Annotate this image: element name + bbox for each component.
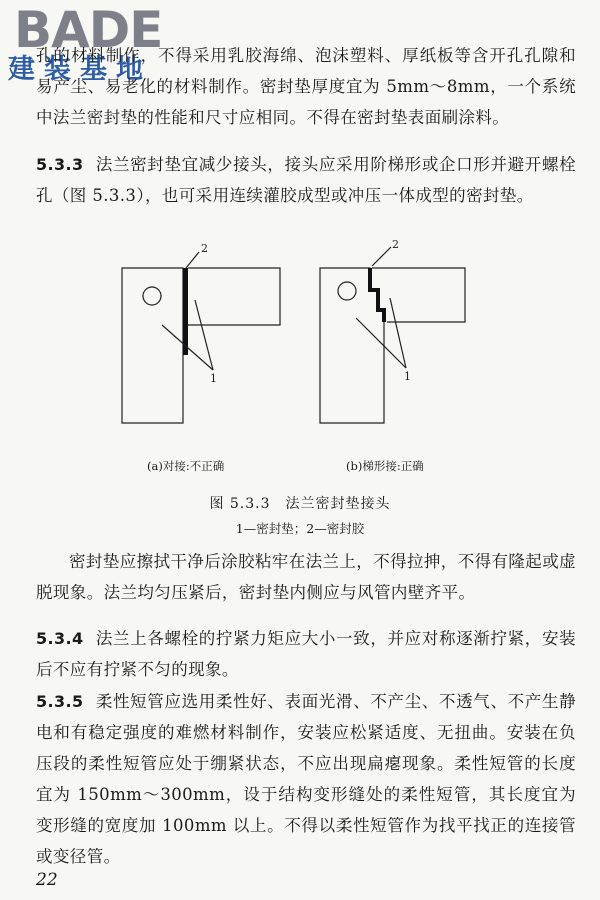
section-text: 柔性短管应选用柔性好、表面光滑、不产尘、不透气、不产生静电和有稳定强度的难燃材料制作，安装应松紧适度、无扭曲。安装在负压段的柔性短管应处于绷紧状态，不应出现扁瘪现象。柔性短管的长度宜为 150mm～300mm，设于结构变形缝处的柔性短管，其长度宜为变形缝的宽度加 100mm 以上。不得以柔性短管作为找平找正的连接管或变径管。	[36, 692, 576, 866]
diagram-butt-joint	[122, 252, 280, 423]
callout-1b: 1	[404, 370, 411, 383]
leader-2b	[372, 247, 391, 266]
gasket-seam-a	[183, 268, 188, 355]
logo-text: BADE	[14, 1, 163, 59]
leader-1a-2	[195, 300, 213, 370]
callout-1a: 1	[210, 372, 217, 385]
bolt-hole-a	[143, 287, 161, 305]
bolt-hole-b	[338, 282, 356, 300]
diagram-stepped-joint	[320, 247, 465, 423]
flange-vertical-a	[122, 268, 183, 423]
leader-1b-1	[356, 318, 406, 368]
paragraph-gasket-install: 密封垫应擦拭干净后涂胶粘牢在法兰上，不得拉抻，不得有隆起或虚脱现象。法兰均匀压紧后，密封垫内侧应与风管内壁齐平。	[36, 552, 576, 602]
section-5-3-3	[36, 149, 576, 211]
figure-legend: 1—密封垫；2—密封胶	[235, 521, 365, 536]
callout-2b: 2	[392, 240, 399, 251]
section-number: 5.3.3	[36, 155, 84, 174]
section-number: 5.3.5	[36, 692, 84, 711]
section-number: 5.3.4	[36, 629, 84, 648]
leader-2a	[186, 252, 199, 268]
section-text: 法兰上各螺栓的拧紧力矩应大小一致，并应对称逐渐拧紧，安装后不应有拧紧不匀的现象。	[36, 629, 576, 679]
figure-gasket-joints	[100, 240, 500, 485]
section-5-3-4	[36, 623, 576, 685]
page-number: 22	[36, 870, 58, 890]
caption-b: (b)梯形接:正确	[346, 459, 424, 473]
section-text: 法兰密封垫宜减少接头，接头应采用阶梯形或企口形并避开螺栓孔（图 5.3.3），也可采用连续灌胶成型或冲压一体成型的密封垫。	[36, 155, 576, 205]
paragraph-continuation: 孔的材料制作，不得采用乳胶海绵、泡沫塑料、厚纸板等含开孔孔隙和易产尘、易老化的材料制作。密封垫厚度宜为 5mm～8mm，一个系统中法兰密封垫的性能和尺寸应相同。不得在密封垫表面刷涂料。	[36, 46, 576, 127]
logo-subtext: 建装基地	[8, 54, 152, 85]
section-5-3-5	[36, 686, 576, 872]
caption-a: (a)对接:不正确	[147, 459, 225, 473]
flange-horizontal-a	[188, 268, 280, 325]
gasket-stepped-b	[370, 268, 384, 322]
callout-2a: 2	[201, 242, 208, 255]
figure-title: 图 5.3.3 法兰密封垫接头	[209, 496, 391, 512]
leader-1b-2	[390, 298, 406, 368]
